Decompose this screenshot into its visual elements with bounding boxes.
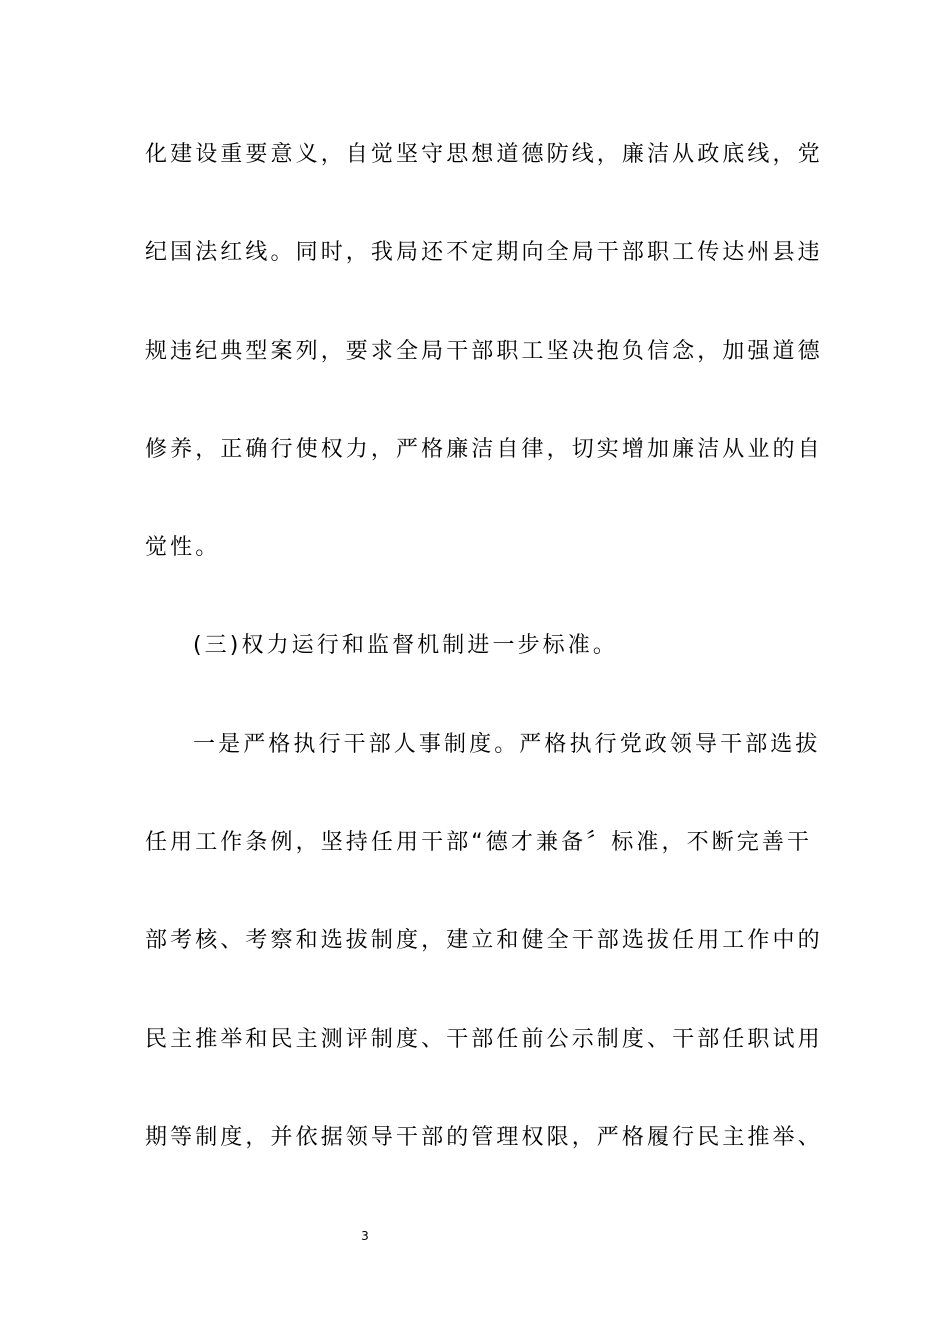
paragraph-line: 期等制度，并依据领导干部的管理权限，严格履行民主推举、	[145, 1125, 823, 1150]
page-number: 3	[361, 1229, 369, 1243]
paragraph-line: 任用工作条例，坚持任用干部“德才兼备〞标准，不断完善干	[145, 830, 813, 855]
paragraph-line: 觉性。	[145, 535, 221, 560]
section-heading: (三)权力运行和监督机制进一步标准。	[193, 633, 618, 658]
paragraph-line: 规违纪典型案列，要求全局干部职工坚决抱负信念，加强道德	[145, 339, 823, 364]
paragraph-line: 部考核、考察和选拔制度，建立和健全干部选拔任用工作中的	[145, 928, 823, 953]
paragraph-line: 纪国法红线。同时，我局还不定期向全局干部职工传达州县违	[145, 240, 823, 265]
paragraph-line: 化建设重要意义，自觉坚守思想道德防线，廉洁从政底线，党	[145, 142, 823, 167]
paragraph-line: 修养，正确行使权力，严格廉洁自律，切实增加廉洁从业的自	[145, 437, 823, 462]
paragraph-line: 民主推举和民主测评制度、干部任前公示制度、干部任职试用	[145, 1027, 823, 1052]
paragraph-line: 一是严格执行干部人事制度。严格执行党政领导干部选拔	[193, 732, 821, 757]
